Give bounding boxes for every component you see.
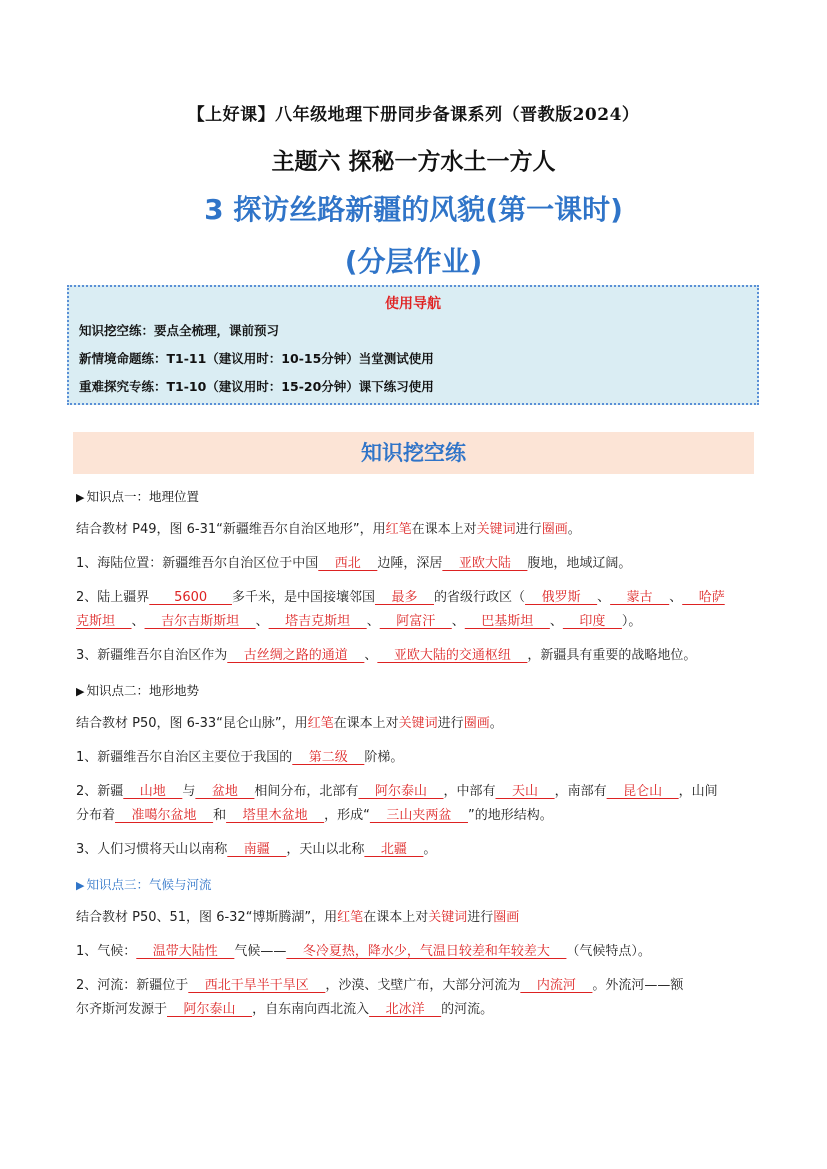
kp3-question-2: 2、河流：新疆位于 西北干旱半干旱区 ，沙漠、戈壁广布，大部分河流为 内流河 。外流河——额 尔齐斯河发源于 阿尔泰山 ，自东南向西北流入 北冰洋 的河流。 bbox=[76, 978, 684, 1017]
answer-blank: 西北干旱半干旱区 bbox=[188, 978, 326, 993]
kp2-question-2: 2、新疆 山地 与 盆地 相间分布，北部有 阿尔泰山 ，中部有 天山 ，南部有 昆仑山 ，山间 分布着 准噶尔盆地 和 塔里木盆地 ，形成“ 三山夹两盆 ”的地形结构。 bbox=[76, 784, 718, 823]
answer-blank: 温带大陆性 bbox=[136, 944, 235, 959]
guide-line-2: 新情境命题练：T1-11（建议用时：10-15分钟）当堂测试使用 bbox=[79, 351, 434, 366]
answer-blank: 三山夹两盆 bbox=[369, 808, 468, 823]
answer-blank: 5600 bbox=[149, 590, 232, 605]
answer-blank: 亚欧大陆的交通枢纽 bbox=[377, 648, 528, 663]
usage-guide-box bbox=[67, 285, 759, 405]
triangle-icon: ▶ bbox=[76, 879, 85, 892]
kp2-question-1: 1、新疆维吾尔自治区主要位于我国的 第二级 阶梯。 bbox=[76, 750, 404, 765]
kp1-intro: 结合教材 P49，图 6-31“新疆维吾尔自治区地形”，用红笔在课本上对关键词进行圈画。 bbox=[76, 522, 581, 537]
answer-blank: 内流河 bbox=[520, 978, 593, 993]
answer-blank: 蒙古 bbox=[610, 590, 670, 605]
answer-blank: 吉尔吉斯斯坦 bbox=[144, 614, 256, 629]
kp1-question-3: 3、新疆维吾尔自治区作为 古丝绸之路的通道 、 亚欧大陆的交通枢纽 ，新疆具有重要的战略地位。 bbox=[76, 648, 697, 663]
section-header bbox=[73, 432, 754, 474]
guide-line-3: 重难探究专练：T1-10（建议用时：15-20分钟）课下练习使用 bbox=[79, 379, 434, 394]
answer-blank: 克斯坦 bbox=[76, 614, 132, 629]
answer-blank: 巴基斯坦 bbox=[464, 614, 550, 629]
answer-blank: 准噶尔盆地 bbox=[115, 808, 214, 823]
answer-blank: 天山 bbox=[495, 784, 555, 799]
answer-blank: 亚欧大陆 bbox=[442, 556, 528, 571]
kp3-intro: 结合教材 P50、51，图 6-32“博斯腾湖”，用红笔在课本上对关键词进行圈画 bbox=[76, 910, 520, 925]
kp1-question-2: 2、陆上疆界 5600 多千米，是中国接壤邻国 最多 的省级行政区（ 俄罗斯 、 蒙古 、 哈萨 克斯坦 、 吉尔吉斯斯坦 、 塔吉克斯坦 、 阿富汗 、 巴基斯坦 、 印度 ）。 bbox=[76, 590, 725, 629]
answer-blank: 俄罗斯 bbox=[525, 590, 598, 605]
layer-subtitle: (分层作业) bbox=[344, 245, 483, 278]
answer-blank: 南疆 bbox=[227, 842, 287, 857]
answer-blank: 昆仑山 bbox=[606, 784, 679, 799]
answer-blank: 最多 bbox=[374, 590, 435, 605]
lesson-title: 3 探访丝路新疆的风貌(第一课时) bbox=[204, 193, 623, 226]
answer-blank: 山地 bbox=[123, 784, 183, 799]
answer-blank: 阿富汗 bbox=[379, 614, 452, 629]
kp2-intro: 结合教材 P50，图 6-33“昆仑山脉”，用红笔在课本上对关键词进行圈画。 bbox=[76, 716, 503, 731]
answer-blank: 北冰洋 bbox=[369, 1002, 442, 1017]
knowledge-point-2-title: ▶ 知识点二：地形地势 bbox=[76, 683, 199, 698]
answer-blank: 北疆 bbox=[364, 842, 424, 857]
answer-blank: 塔里木盆地 bbox=[226, 808, 325, 823]
usage-guide-title: 使用导航 bbox=[385, 296, 441, 312]
kp2-question-3: 3、人们习惯将天山以南称 南疆 ，天山以北称 北疆 。 bbox=[76, 842, 437, 857]
answer-blank: 阿尔泰山 bbox=[358, 784, 444, 799]
section-title: 知识挖空练 bbox=[361, 441, 466, 465]
kp3-question-1: 1、气候： 温带大陆性 气候—— 冬冷夏热，降水少，气温日较差和年较差大 （气候特点）。 bbox=[76, 944, 651, 959]
exercise-content bbox=[76, 480, 756, 1022]
theme-title: 主题六 探秘一方水土一方人 bbox=[271, 149, 556, 175]
kp1-question-1: 1、海陆位置：新疆维吾尔自治区位于中国 西北 边陲，深居 亚欧大陆 腹地，地域辽阔。 bbox=[76, 556, 632, 571]
answer-blank: 古丝绸之路的通道 bbox=[227, 648, 365, 663]
answer-blank: 盆地 bbox=[195, 784, 255, 799]
triangle-icon: ▶ bbox=[76, 491, 85, 504]
knowledge-point-1-title: ▶ 知识点一：地理位置 bbox=[76, 489, 199, 504]
knowledge-point-3-title: ▶ 知识点三：气候与河流 bbox=[76, 877, 212, 892]
answer-blank: 阿尔泰山 bbox=[167, 1002, 253, 1017]
answer-blank: 哈萨 bbox=[682, 590, 725, 605]
guide-line-1: 知识挖空练：要点全梳理，课前预习 bbox=[79, 323, 280, 338]
answer-blank: 塔吉克斯坦 bbox=[268, 614, 367, 629]
answer-blank: 西北 bbox=[318, 556, 378, 571]
answer-blank: 冬冷夏热，降水少，气温日较差和年较差大 bbox=[286, 944, 567, 959]
answer-blank: 印度 bbox=[562, 614, 622, 629]
triangle-icon: ▶ bbox=[76, 685, 85, 698]
answer-blank: 第二级 bbox=[292, 750, 365, 765]
series-title: 【上好课】八年级地理下册同步备课系列（晋教版2024） bbox=[187, 105, 640, 125]
